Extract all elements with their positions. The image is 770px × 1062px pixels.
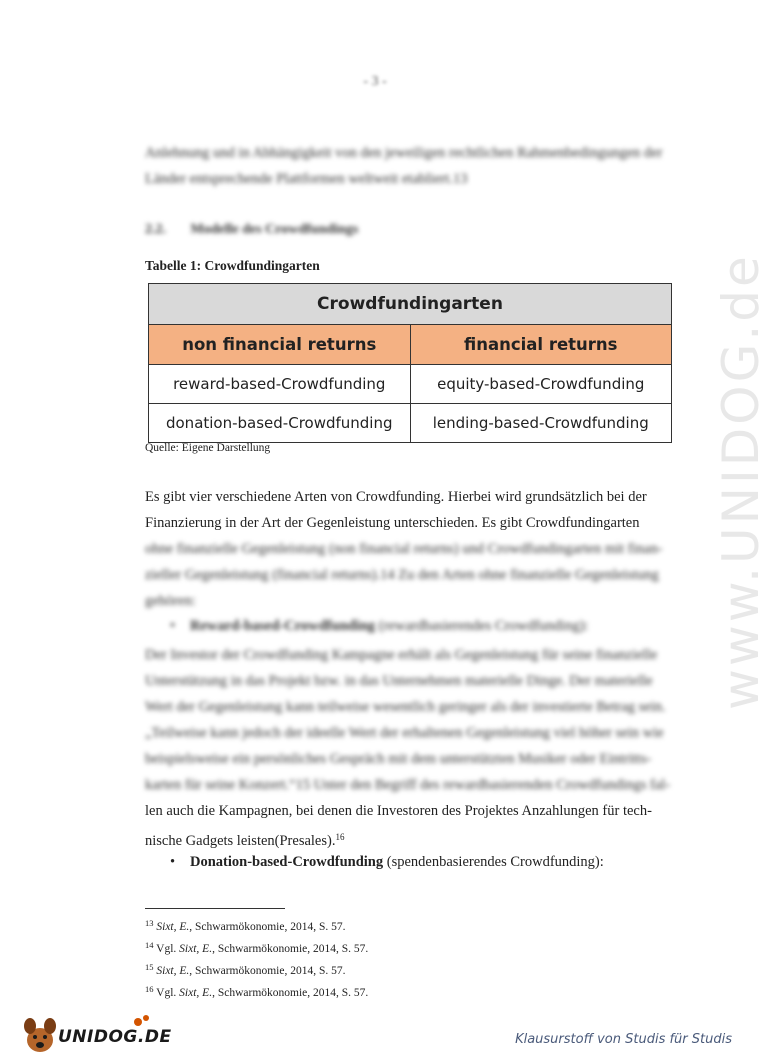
footnotes [145,914,368,1002]
table-cell: donation-based-Crowdfunding [149,404,411,443]
section-number: 2.2. [145,222,166,237]
logo-text: UNIDOG.DE [58,1027,172,1047]
text-line: beispielsweise ein persönliches Gespräch mit dem unterstützten Musiker oder Eintritts- [145,751,652,767]
intro-paragraph [145,140,680,192]
footnote: $^{13}$ Sixt, E., Schwarmökonomie, 2014, S. 57. [145,918,346,933]
text-line: gehören: [145,593,196,609]
bullet-subtitle: (rewardbasierendes Crowdfunding): [375,618,589,634]
crowdfunding-table [148,283,672,443]
footnote-divider [145,908,285,909]
table-caption: Tabelle 1: Crowdfundingarten [145,258,320,273]
footnote: $^{14}$ Vgl. Sixt, E., Schwarmökonomie, 2014, S. 57. [145,940,369,955]
blurred-paragraph [145,642,680,798]
table-row [149,365,672,404]
text-line: Der Investor der Crowdfunding Kampagne erhält als Gegenleistung für seine finanzielle [145,647,658,663]
bullet-item [170,854,604,871]
column-header: non financial returns [149,325,411,365]
body-paragraph [145,484,680,536]
text-line: Es gibt vier verschiedene Arten von Crowdfunding. Hierbei wird grundsätzlich bei der [145,489,647,505]
text-line: zieller Gegenleistung (financial returns).14 Zu den Arten ohne finanzielle Gegenleistung [145,567,659,583]
footnote: $^{15}$ Sixt, E., Schwarmökonomie, 2014, S. 57. [145,962,346,977]
bullet-dot: • [170,854,176,870]
section-heading [145,222,358,238]
table-cell: lending-based-Crowdfunding [410,404,672,443]
body-paragraph [145,798,680,850]
text-line: Unterstützung in das Projekt bzw. in das Unternehmen materielle Dinge. Der materielle [145,673,653,689]
bullet-item [170,618,588,635]
text-line: nische Gadgets leisten(Presales).$^{16}$ [145,832,345,849]
bullet-title: Reward-based-Crowdfunding [190,618,376,634]
text-line: Anlehnung und in Abhängigkeit von den jeweiligen rechtlichen Rahmenbedingungen der [145,145,663,161]
footnote: $^{16}$ Vgl. Sixt, E., Schwarmökonomie, 2014, S. 57. [145,984,369,999]
text-line: Länder entsprechende Plattformen weltweit etabliert.13 [145,171,468,187]
bullet-title: Donation-based-Crowdfunding [190,854,384,870]
text-line: Finanzierung in der Art der Gegenleistung unterschieden. Es gibt Crowdfundingarten [145,515,640,531]
text-line: karten für seine Konzert.“15 Unter den Begriff des rewardbasierenden Crowdfundings fal- [145,777,671,793]
footnote-ref: 16 [335,832,345,842]
text-line: „Teilweise kann jedoch der ideelle Wert der erhaltenen Gegenleistung viel höher sein wie [145,725,664,741]
bullet-dot: • [170,618,176,634]
table-cell: reward-based-Crowdfunding [149,365,411,404]
text-line: Wert der Gegenleistung kann teilweise wesentlich geringer als der investierte Betrag sein. [145,699,666,715]
table-title: Crowdfundingarten [149,284,672,325]
tagline: Klausurstoff von Studis für Studis [515,1032,732,1047]
text-line: len auch die Kampagnen, bei denen die Investoren des Projektes Anzahlungen für tech- [145,803,652,819]
text-line: ohne finanzielle Gegenleistung (non financial returns) und Crowdfundingarten mit finan- [145,541,663,557]
bullet-subtitle: (spendenbasierendes Crowdfunding): [383,854,604,870]
column-header: financial returns [410,325,672,365]
section-title: Modelle des Crowdfundings [190,222,359,237]
table-cell: equity-based-Crowdfunding [410,365,672,404]
watermark: www.UNIDOG.de [712,253,770,710]
blurred-paragraph [145,536,680,614]
page-number: - 3 - [363,74,387,89]
table-row [149,404,672,443]
table-source: Quelle: Eigene Darstellung [145,442,271,454]
